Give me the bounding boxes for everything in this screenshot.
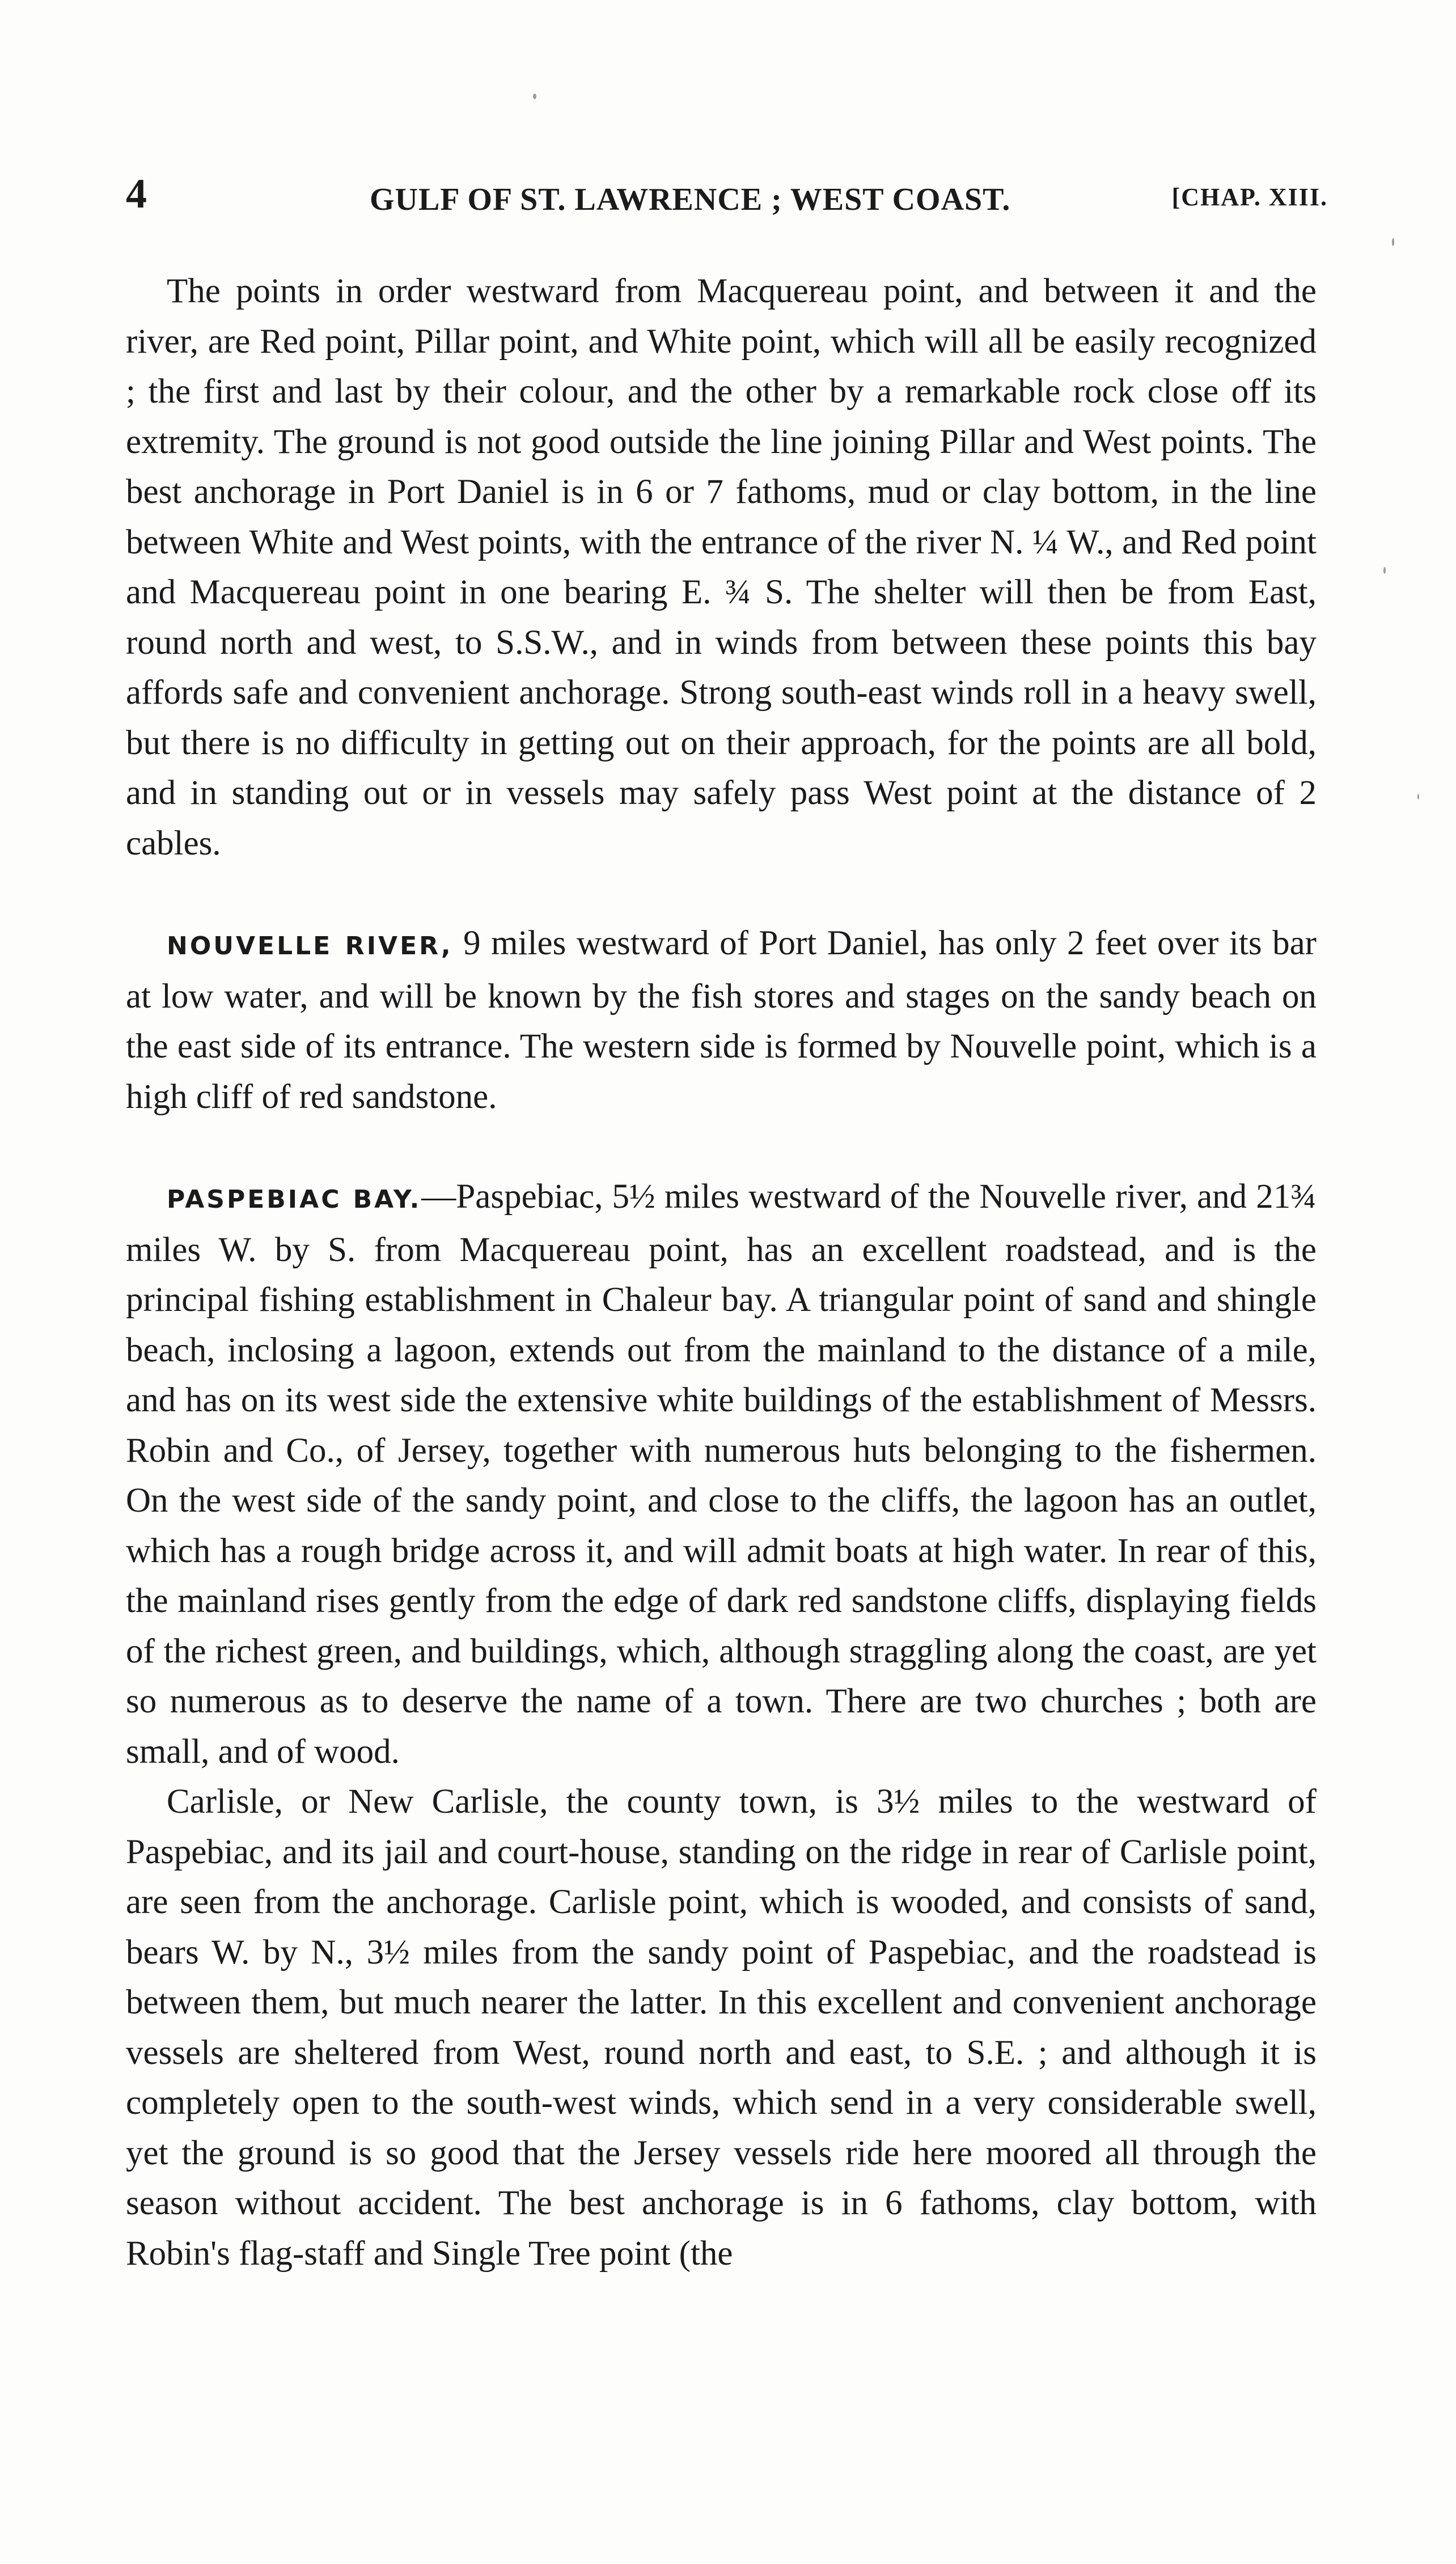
paragraph-nouvelle-river [126, 919, 1317, 1122]
paper-speck [533, 94, 536, 99]
paragraph-paspebiac-bay [126, 1172, 1317, 1777]
paragraph-text: —Paspebiac, 5½ miles westward of the Nouvelle river, and 21¾ miles W. by S. from Macquereau point, has an excellent roadstead, and is the principal fishing establishment in Chaleur bay. A triangular point of sand and shingle beach, inclosing a lagoon, extends out from the mainland to the distance of a mile, and has on its west side the extensive white buildings of the establishment of Messrs. Robin and Co., of Jersey, together with numerous huts belonging to the fishermen. On the west side of the sandy point, and close to the cliffs, the lagoon has an outlet, which has a rough bridge across it, and will admit boats at high water. In rear of this, the mainland rises gently from the edge of dark red sandstone cliffs, displaying fields of the richest green, and buildings, which, although straggling along the coast, are yet so numerous as to deserve the name of a town. There are two churches ; both are small, and of wood. [126, 1178, 1317, 1771]
chapter-marker: [CHAP. XIII. [1171, 183, 1328, 211]
running-title: GULF OF ST. LAWRENCE ; WEST COAST. [370, 182, 1011, 217]
body-text [126, 266, 1317, 2279]
paragraph-port-daniel-points [126, 266, 1317, 869]
section-heading-nouvelle-river: NOUVELLE RIVER, [167, 932, 453, 961]
running-header [126, 170, 1328, 227]
paragraph-text: 9 miles westward of Port Daniel, has only 2 feet over its bar at low water, and will be known by the fish stores and stages on the sandy beach on the east side of its entrance. The western side is formed by Nouvelle point, which is a high cliff of red sandstone. [126, 924, 1317, 1116]
paragraph-text: Carlisle, or New Carlisle, the county town, is 3½ miles to the westward of Paspebiac, and its jail and court-house, standing on the ridge in rear of Carlisle point, are seen from the anchorage. Carlisle point, which is wooded, and consists of sand, bears W. by N., 3½ miles from the sandy point of Paspebiac, and the roadstead is between them, but much nearer the latter. In this excellent and convenient anchorage vessels are sheltered from West, round north and east, to S.E. ; and although it is completely open to the south-west winds, which send in a very considerable swell, yet the ground is so good that the Jersey vessels ride here moored all through the season without accident. The best anchorage is in 6 fathoms, clay bottom, with Robin's flag-staff and Single Tree point (the [126, 1783, 1317, 2273]
paper-speck [1392, 238, 1394, 246]
paper-speck [1383, 567, 1386, 574]
paper-speck [1417, 794, 1419, 799]
paragraph-carlisle [126, 1777, 1317, 2279]
page-number: 4 [126, 171, 147, 217]
paragraph-text: The points in order westward from Macquereau point, and between it and the river, are Red point, Pillar point, and White point, which will all be easily recognized ; the first and last by their colour, and the other by a remarkable rock close off its extremity. The ground is not good outside the line joining Pillar and West points. The best anchorage in Port Daniel is in 6 or 7 fathoms, mud or clay bottom, in the line between White and West points, with the entrance of the river N. ¼ W., and Red point and Macquereau point in one bearing E. ¾ S. The shelter will then be from East, round north and west, to S.S.W., and in winds from between these points this bay affords safe and convenient anchorage. Strong south-east winds roll in a heavy swell, but there is no difficulty in getting out on their approach, for the points are all bold, and in standing out or in vessels may safely pass West point at the distance of 2 cables. [126, 272, 1317, 862]
section-heading-paspebiac-bay: PASPEBIAC BAY. [167, 1185, 422, 1214]
